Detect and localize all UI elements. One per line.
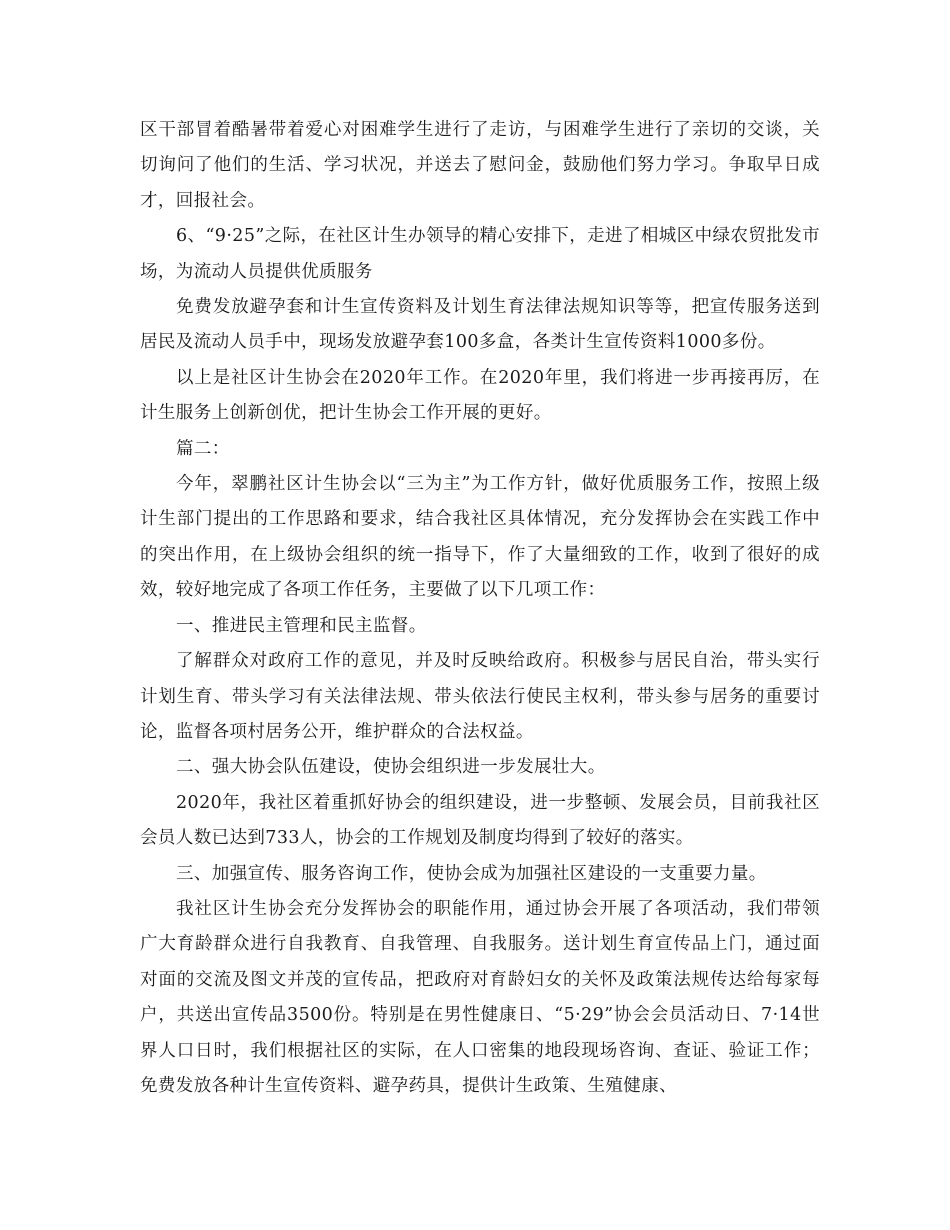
- paragraph-democratic-management: 了解群众对政府工作的意见，并及时反映给政府。积极参与居民自治，带头实行计划生育、带头学习有关法律法规、带头依法行使民主权利，带头参与居务的重要讨论，监督各项村居务公开，维护群众的合法权益。: [140, 651, 820, 742]
- paragraph-continuation: 区干部冒着酷暑带着爱心对困难学生进行了走访，与困难学生进行了亲切的交谈，关切询问了他们的生活、学习状况，并送去了慰问金，鼓励他们努力学习。争取早日成才，回报社会。: [140, 120, 820, 211]
- paragraph-publicity-service: 我社区计生协会充分发挥协会的职能作用，通过协会开展了各项活动，我们带领广大育龄群众进行自我教育、自我管理、自我服务。送计划生育宣传品上门，通过面对面的交流及图文并茂的宣传品，把政府对育龄妇女的关怀及政策法规传达给每家每户，共送出宣传品3500份。特别是在男性健康日、“5·29”协会会员活动日、7·14世界人口日时，我们根据社区的实际，在人口密集的地段现场咨询、查证、验证工作；免费发放各种计生宣传资料、避孕药具，提供计生政策、生殖健康、: [140, 898, 820, 1096]
- heading-publicity-service: 三、加强宣传、服务咨询工作，使协会成为加强社区建设的一支重要力量。: [176, 863, 767, 884]
- heading-team-building: 二、强大协会队伍建设，使协会组织进一步发展壮大。: [176, 757, 606, 778]
- paragraph-intro: 今年，翠鹏社区计生协会以“三为主”为工作方针，做好优质服务工作，按照上级计生部门提出的工作思路和要求，结合我社区具体情况，充分发挥协会在实践工作中的突出作用，在上级协会组织的统一指导下，作了大量细致的工作，收到了很好的成效，较好地完成了各项工作任务，主要做了以下几项工作：: [140, 474, 820, 601]
- paragraph-free-distribution: 免费发放避孕套和计生宣传资料及计划生育法律法规知识等等，把宣传服务送到居民及流动人员手中，现场发放避孕套100多盒，各类计生宣传资料1000多份。: [140, 297, 820, 353]
- section-heading-part-two: 篇二：: [176, 438, 230, 459]
- paragraph-item-6: 6、“9·25”之际，在社区计生办领导的精心安排下，走进了相城区中绿农贸批发市场，为流动人员提供优质服务: [140, 226, 820, 282]
- heading-democratic-management: 一、推进民主管理和民主监督。: [176, 615, 427, 636]
- paragraph-team-building: 2020年，我社区着重抓好协会的组织建设，进一步整顿、发展会员，目前我社区会员人数已达到733人，协会的工作规划及制度均得到了较好的落实。: [140, 792, 820, 849]
- paragraph-summary: 以上是社区计生协会在2020年工作。在2020年里，我们将进一步再接再厉，在计生服务上创新创优，把计生协会工作开展的更好。: [140, 367, 820, 424]
- document-body: [140, 113, 820, 1104]
